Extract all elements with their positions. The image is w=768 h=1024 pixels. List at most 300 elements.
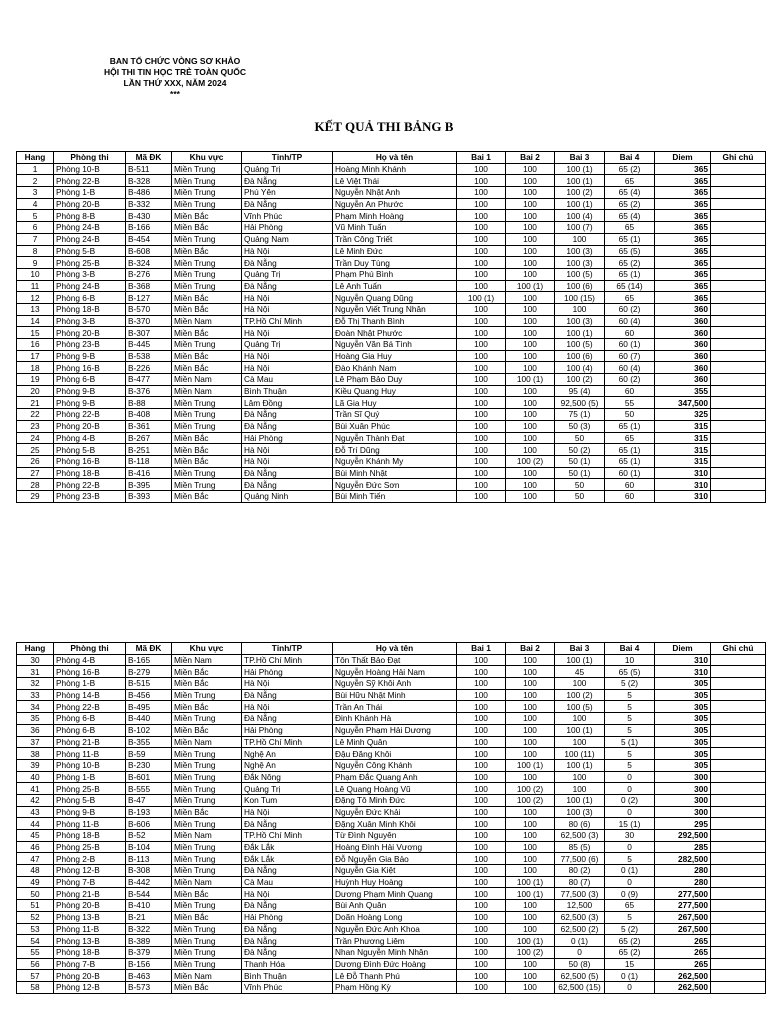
- cell-note: [711, 713, 766, 725]
- cell-rank: 53: [17, 923, 54, 935]
- cell-full-name: Phạm Hồng Kỳ: [333, 981, 457, 993]
- cell-task-3: 100 (4): [555, 362, 605, 374]
- column-header-task-1: Bai 1: [457, 152, 506, 164]
- cell-task-2: 100 (2): [506, 794, 555, 806]
- cell-rank: 9: [17, 257, 54, 269]
- cell-province: Bình Thuận: [242, 970, 333, 982]
- cell-task-3: 100: [555, 736, 605, 748]
- cell-rank: 4: [17, 198, 54, 210]
- cell-total: 305: [655, 736, 711, 748]
- cell-reg-code: B-251: [126, 444, 172, 456]
- cell-note: [711, 853, 766, 865]
- cell-task-4: 5 (1): [605, 736, 655, 748]
- cell-province: Hà Nội: [242, 362, 333, 374]
- cell-task-4: 0: [605, 841, 655, 853]
- cell-rank: 25: [17, 444, 54, 456]
- cell-reg-code: B-104: [126, 841, 172, 853]
- cell-reg-code: B-47: [126, 794, 172, 806]
- cell-room: Phòng 22-B: [54, 175, 126, 187]
- cell-total: 262,500: [655, 970, 711, 982]
- cell-rank: 8: [17, 245, 54, 257]
- cell-room: Phòng 6-B: [54, 292, 126, 304]
- cell-full-name: Nguyễn Văn Bá Tình: [333, 339, 457, 351]
- cell-task-3: 100 (3): [555, 806, 605, 818]
- cell-task-2: 100: [506, 689, 555, 701]
- cell-task-3: 62,500 (15): [555, 981, 605, 993]
- table-row: [17, 794, 766, 806]
- cell-province: TP.Hồ Chí Minh: [242, 736, 333, 748]
- cell-task-4: 60 (2): [605, 303, 655, 315]
- cell-task-3: 100 (3): [555, 257, 605, 269]
- cell-task-4: 65 (5): [605, 245, 655, 257]
- table-row: [17, 467, 766, 479]
- cell-region: Miền Trung: [172, 397, 242, 409]
- cell-reg-code: B-127: [126, 292, 172, 304]
- cell-note: [711, 806, 766, 818]
- cell-total: 285: [655, 841, 711, 853]
- table-row: [17, 654, 766, 666]
- cell-task-1: 100: [457, 233, 506, 245]
- cell-full-name: Lê Quang Hoàng Vũ: [333, 783, 457, 795]
- cell-task-4: 5: [605, 911, 655, 923]
- cell-region: Miền Trung: [172, 853, 242, 865]
- cell-rank: 42: [17, 794, 54, 806]
- cell-task-1: 100: [457, 257, 506, 269]
- cell-province: Cà Mau: [242, 374, 333, 386]
- table-row: [17, 257, 766, 269]
- cell-task-1: 100: [457, 315, 506, 327]
- cell-task-3: 100 (4): [555, 210, 605, 222]
- cell-rank: 10: [17, 268, 54, 280]
- cell-task-2: 100: [506, 315, 555, 327]
- cell-room: Phòng 10-B: [54, 759, 126, 771]
- table-row: [17, 888, 766, 900]
- cell-task-1: 100: [457, 865, 506, 877]
- cell-total: 310: [655, 666, 711, 678]
- cell-task-2: 100 (1): [506, 280, 555, 292]
- cell-total: 365: [655, 280, 711, 292]
- table-row: [17, 911, 766, 923]
- table-row: [17, 303, 766, 315]
- cell-task-1: 100: [457, 771, 506, 783]
- page-title: KẾT QUẢ THI BẢNG B: [314, 119, 454, 134]
- cell-task-4: 65 (1): [605, 444, 655, 456]
- cell-rank: 3: [17, 187, 54, 199]
- cell-region: Miền Bắc: [172, 701, 242, 713]
- cell-note: [711, 970, 766, 982]
- cell-task-1: 100: [457, 245, 506, 257]
- cell-total: 310: [655, 479, 711, 491]
- cell-province: Vĩnh Phúc: [242, 981, 333, 993]
- cell-region: Miền Nam: [172, 654, 242, 666]
- cell-region: Miền Trung: [172, 175, 242, 187]
- cell-task-2: 100: [506, 397, 555, 409]
- cell-task-1: 100: [457, 900, 506, 912]
- table-row: [17, 958, 766, 970]
- cell-rank: 34: [17, 701, 54, 713]
- cell-province: Đà Nẵng: [242, 479, 333, 491]
- cell-reg-code: B-395: [126, 479, 172, 491]
- cell-task-3: 100: [555, 678, 605, 690]
- cell-full-name: Huỳnh Huy Hoàng: [333, 876, 457, 888]
- cell-reg-code: B-544: [126, 888, 172, 900]
- org-line-3: LẦN THỨ XXX, NĂM 2024: [123, 78, 227, 88]
- cell-total: 300: [655, 771, 711, 783]
- table-row: [17, 689, 766, 701]
- cell-note: [711, 385, 766, 397]
- cell-room: Phòng 11-B: [54, 923, 126, 935]
- cell-rank: 11: [17, 280, 54, 292]
- cell-task-4: 15 (1): [605, 818, 655, 830]
- cell-task-2: 100 (2): [506, 946, 555, 958]
- cell-reg-code: B-279: [126, 666, 172, 678]
- cell-task-2: 100: [506, 327, 555, 339]
- cell-task-3: 100 (2): [555, 689, 605, 701]
- cell-task-3: 100 (15): [555, 292, 605, 304]
- cell-total: 310: [655, 490, 711, 502]
- cell-total: 315: [655, 444, 711, 456]
- cell-task-2: 100: [506, 245, 555, 257]
- cell-reg-code: B-515: [126, 678, 172, 690]
- column-header-total: Diem: [655, 152, 711, 164]
- cell-rank: 58: [17, 981, 54, 993]
- cell-rank: 20: [17, 385, 54, 397]
- cell-task-4: 0 (9): [605, 888, 655, 900]
- cell-task-1: 100: [457, 759, 506, 771]
- cell-region: Miền Bắc: [172, 724, 242, 736]
- cell-task-4: 60 (7): [605, 350, 655, 362]
- cell-task-2: 100: [506, 350, 555, 362]
- cell-rank: 41: [17, 783, 54, 795]
- cell-reg-code: B-601: [126, 771, 172, 783]
- cell-region: Miền Bắc: [172, 666, 242, 678]
- column-header-task-2: Bai 2: [506, 152, 555, 164]
- cell-province: Phú Yên: [242, 187, 333, 199]
- cell-room: Phòng 5-B: [54, 794, 126, 806]
- cell-task-1: 100: [457, 362, 506, 374]
- cell-task-2: 100: [506, 830, 555, 842]
- results-table-1: [16, 151, 766, 503]
- cell-reg-code: B-608: [126, 245, 172, 257]
- cell-task-2: 100 (1): [506, 935, 555, 947]
- cell-reg-code: B-267: [126, 432, 172, 444]
- table-row: [17, 374, 766, 386]
- cell-task-2: 100: [506, 303, 555, 315]
- cell-task-2: 100: [506, 841, 555, 853]
- cell-task-4: 65 (2): [605, 163, 655, 175]
- cell-full-name: Nguyễn Quang Dũng: [333, 292, 457, 304]
- cell-total: 360: [655, 315, 711, 327]
- cell-province: Đà Nẵng: [242, 420, 333, 432]
- cell-room: Phòng 9-B: [54, 397, 126, 409]
- column-header-task-3: Bai 3: [555, 643, 605, 655]
- table-header-row: [17, 643, 766, 655]
- cell-reg-code: B-370: [126, 315, 172, 327]
- cell-room: Phòng 22-B: [54, 701, 126, 713]
- cell-rank: 55: [17, 946, 54, 958]
- cell-task-2: 100: [506, 444, 555, 456]
- cell-task-1: 100: [457, 479, 506, 491]
- cell-task-2: 100: [506, 970, 555, 982]
- cell-total: 305: [655, 759, 711, 771]
- cell-task-3: 100: [555, 233, 605, 245]
- column-header-task-1: Bai 1: [457, 643, 506, 655]
- cell-task-4: 5: [605, 724, 655, 736]
- cell-rank: 43: [17, 806, 54, 818]
- cell-full-name: Bùi Xuân Phúc: [333, 420, 457, 432]
- cell-full-name: Phạm Phú Bình: [333, 268, 457, 280]
- cell-reg-code: B-332: [126, 198, 172, 210]
- column-header-rank: Hang: [17, 643, 54, 655]
- cell-province: Quảng Trị: [242, 163, 333, 175]
- cell-province: Hải Phòng: [242, 432, 333, 444]
- cell-task-1: 100: [457, 339, 506, 351]
- cell-task-1: 100: [457, 280, 506, 292]
- cell-note: [711, 198, 766, 210]
- cell-room: Phòng 12-B: [54, 865, 126, 877]
- cell-full-name: Nguyễn Hoàng Hải Nam: [333, 666, 457, 678]
- cell-note: [711, 280, 766, 292]
- column-header-task-4: Bai 4: [605, 643, 655, 655]
- cell-task-1: 100: [457, 841, 506, 853]
- cell-total: 300: [655, 806, 711, 818]
- cell-task-1: 100: [457, 210, 506, 222]
- cell-task-2: 100: [506, 818, 555, 830]
- column-header-rank: Hang: [17, 152, 54, 164]
- cell-reg-code: B-555: [126, 783, 172, 795]
- cell-task-2: 100: [506, 701, 555, 713]
- cell-full-name: Bùi Hữu Nhật Minh: [333, 689, 457, 701]
- cell-province: Đắk Lắk: [242, 853, 333, 865]
- cell-room: Phòng 20-B: [54, 970, 126, 982]
- cell-total: 305: [655, 678, 711, 690]
- cell-note: [711, 467, 766, 479]
- cell-room: Phòng 1-B: [54, 678, 126, 690]
- cell-province: Quảng Nam: [242, 233, 333, 245]
- cell-task-1: 100: [457, 713, 506, 725]
- cell-region: Miền Trung: [172, 865, 242, 877]
- cell-reg-code: B-376: [126, 385, 172, 397]
- cell-region: Miền Trung: [172, 935, 242, 947]
- cell-reg-code: B-410: [126, 900, 172, 912]
- cell-note: [711, 701, 766, 713]
- table-row: [17, 385, 766, 397]
- cell-province: Đà Nẵng: [242, 257, 333, 269]
- cell-task-2: 100: [506, 806, 555, 818]
- cell-province: Đà Nẵng: [242, 923, 333, 935]
- cell-province: Quảng Trị: [242, 339, 333, 351]
- cell-task-2: 100: [506, 187, 555, 199]
- cell-region: Miền Trung: [172, 713, 242, 725]
- cell-task-2: 100: [506, 432, 555, 444]
- column-header-note: Ghi chú: [711, 643, 766, 655]
- cell-task-1: 100: [457, 222, 506, 234]
- cell-total: 262,500: [655, 981, 711, 993]
- cell-task-2: 100: [506, 911, 555, 923]
- table-row: [17, 818, 766, 830]
- cell-full-name: Đỗ Trí Dũng: [333, 444, 457, 456]
- cell-full-name: Nguyễn Khánh My: [333, 455, 457, 467]
- cell-task-1: 100: [457, 432, 506, 444]
- column-header-reg-code: Mã ĐK: [126, 643, 172, 655]
- cell-full-name: Trần Phương Liêm: [333, 935, 457, 947]
- cell-room: Phòng 1-B: [54, 187, 126, 199]
- cell-task-4: 60 (1): [605, 339, 655, 351]
- cell-task-1: 100: [457, 701, 506, 713]
- cell-room: Phòng 2-B: [54, 853, 126, 865]
- cell-room: Phòng 18-B: [54, 467, 126, 479]
- cell-reg-code: B-408: [126, 409, 172, 421]
- cell-province: TP.Hồ Chí Minh: [242, 315, 333, 327]
- cell-rank: 33: [17, 689, 54, 701]
- cell-reg-code: B-477: [126, 374, 172, 386]
- cell-region: Miền Bắc: [172, 292, 242, 304]
- column-header-task-4: Bai 4: [605, 152, 655, 164]
- cell-reg-code: B-361: [126, 420, 172, 432]
- table-row: [17, 187, 766, 199]
- table-row: [17, 713, 766, 725]
- table-row: [17, 315, 766, 327]
- cell-task-4: 0 (1): [605, 865, 655, 877]
- cell-province: Hải Phòng: [242, 222, 333, 234]
- table-row: [17, 444, 766, 456]
- cell-region: Miền Bắc: [172, 245, 242, 257]
- cell-task-1: 100 (1): [457, 292, 506, 304]
- cell-province: Hà Nội: [242, 678, 333, 690]
- cell-total: 360: [655, 350, 711, 362]
- cell-region: Miền Trung: [172, 198, 242, 210]
- cell-task-1: 100: [457, 163, 506, 175]
- cell-total: 347,500: [655, 397, 711, 409]
- cell-note: [711, 783, 766, 795]
- cell-rank: 35: [17, 713, 54, 725]
- cell-province: Quảng Trị: [242, 783, 333, 795]
- cell-full-name: Kiều Quang Huy: [333, 385, 457, 397]
- cell-full-name: Đặng Tô Minh Đức: [333, 794, 457, 806]
- cell-note: [711, 175, 766, 187]
- cell-rank: 54: [17, 935, 54, 947]
- cell-task-4: 0 (1): [605, 970, 655, 982]
- cell-note: [711, 420, 766, 432]
- cell-task-3: 100 (5): [555, 268, 605, 280]
- cell-region: Miền Bắc: [172, 303, 242, 315]
- cell-rank: 40: [17, 771, 54, 783]
- cell-task-3: 12,500: [555, 900, 605, 912]
- cell-task-2: 100: [506, 724, 555, 736]
- cell-total: 267,500: [655, 923, 711, 935]
- cell-task-1: 100: [457, 970, 506, 982]
- cell-task-4: 15: [605, 958, 655, 970]
- cell-note: [711, 678, 766, 690]
- cell-task-4: 65 (2): [605, 257, 655, 269]
- cell-province: Thanh Hóa: [242, 958, 333, 970]
- cell-task-2: 100: [506, 362, 555, 374]
- cell-task-2: 100: [506, 222, 555, 234]
- cell-task-1: 100: [457, 455, 506, 467]
- cell-region: Miền Bắc: [172, 455, 242, 467]
- cell-total: 267,500: [655, 911, 711, 923]
- column-header-note: Ghi chú: [711, 152, 766, 164]
- cell-task-3: 62,500 (5): [555, 970, 605, 982]
- cell-task-2: 100 (1): [506, 374, 555, 386]
- column-header-total: Diem: [655, 643, 711, 655]
- cell-full-name: Trần An Thái: [333, 701, 457, 713]
- table-row: [17, 455, 766, 467]
- cell-task-2: 100 (2): [506, 455, 555, 467]
- table-row: [17, 409, 766, 421]
- cell-region: Miền Trung: [172, 420, 242, 432]
- cell-region: Miền Nam: [172, 385, 242, 397]
- cell-room: Phòng 8-B: [54, 210, 126, 222]
- table-row: [17, 233, 766, 245]
- cell-task-4: 5 (2): [605, 678, 655, 690]
- cell-full-name: Tôn Thất Bảo Đạt: [333, 654, 457, 666]
- cell-province: Hải Phòng: [242, 724, 333, 736]
- cell-task-2: 100: [506, 292, 555, 304]
- cell-rank: 39: [17, 759, 54, 771]
- cell-region: Miền Trung: [172, 783, 242, 795]
- cell-task-4: 0: [605, 981, 655, 993]
- cell-note: [711, 350, 766, 362]
- cell-room: Phòng 14-B: [54, 689, 126, 701]
- cell-rank: 52: [17, 911, 54, 923]
- cell-task-4: 5: [605, 689, 655, 701]
- cell-full-name: Nguyễn Phạm Hải Dương: [333, 724, 457, 736]
- cell-reg-code: B-322: [126, 923, 172, 935]
- cell-total: 365: [655, 222, 711, 234]
- table-row: [17, 397, 766, 409]
- cell-room: Phòng 23-B: [54, 339, 126, 351]
- cell-total: 365: [655, 175, 711, 187]
- cell-room: Phòng 13-B: [54, 935, 126, 947]
- cell-task-3: 100 (6): [555, 280, 605, 292]
- cell-task-2: 100: [506, 490, 555, 502]
- cell-reg-code: B-113: [126, 853, 172, 865]
- cell-rank: 29: [17, 490, 54, 502]
- cell-task-1: 100: [457, 911, 506, 923]
- cell-task-1: 100: [457, 981, 506, 993]
- cell-room: Phòng 5-B: [54, 245, 126, 257]
- cell-task-3: 100 (2): [555, 374, 605, 386]
- cell-task-2: 100 (1): [506, 888, 555, 900]
- cell-reg-code: B-307: [126, 327, 172, 339]
- table-row: [17, 865, 766, 877]
- cell-reg-code: B-416: [126, 467, 172, 479]
- cell-room: Phòng 16-B: [54, 455, 126, 467]
- cell-room: Phòng 6-B: [54, 724, 126, 736]
- cell-province: Hà Nội: [242, 888, 333, 900]
- cell-rank: 44: [17, 818, 54, 830]
- cell-task-4: 65 (1): [605, 268, 655, 280]
- table-row: [17, 222, 766, 234]
- table-row: [17, 339, 766, 351]
- cell-province: Hà Nội: [242, 444, 333, 456]
- cell-room: Phòng 11-B: [54, 748, 126, 760]
- cell-total: 365: [655, 268, 711, 280]
- cell-region: Miền Nam: [172, 374, 242, 386]
- cell-full-name: Lê Việt Thái: [333, 175, 457, 187]
- cell-room: Phòng 18-B: [54, 946, 126, 958]
- cell-total: 310: [655, 654, 711, 666]
- cell-reg-code: B-324: [126, 257, 172, 269]
- cell-reg-code: B-379: [126, 946, 172, 958]
- cell-note: [711, 771, 766, 783]
- cell-region: Miền Bắc: [172, 911, 242, 923]
- cell-rank: 31: [17, 666, 54, 678]
- cell-task-2: 100: [506, 163, 555, 175]
- table-row: [17, 175, 766, 187]
- cell-task-1: 100: [457, 666, 506, 678]
